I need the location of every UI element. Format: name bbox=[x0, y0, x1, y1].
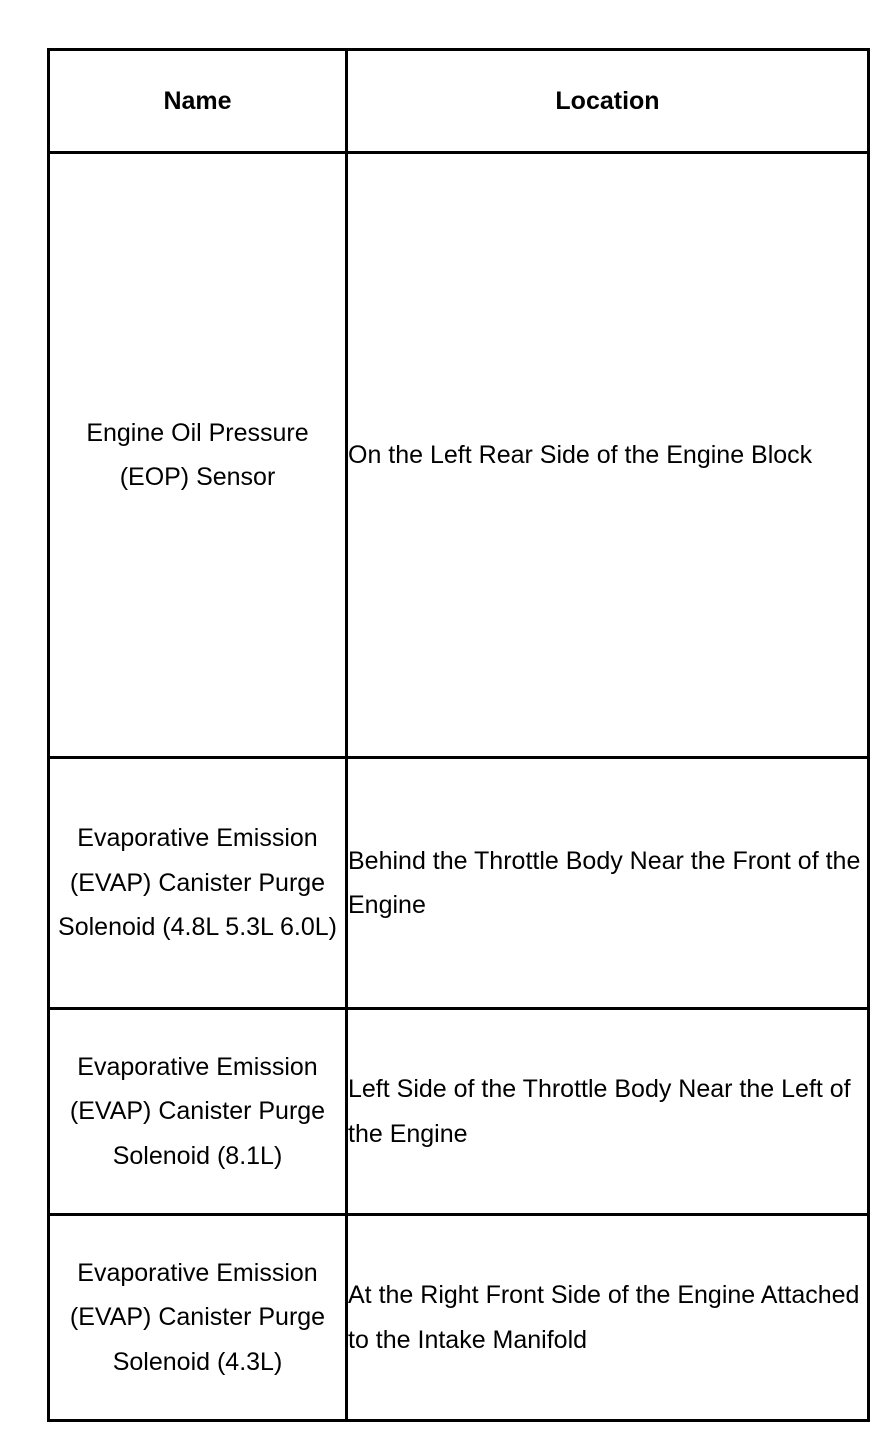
component-location-cell: Behind the Throttle Body Near the Front of the Engine bbox=[347, 758, 869, 1009]
component-name-cell: Evaporative Emission (EVAP) Canister Purge Solenoid (4.3L) bbox=[49, 1215, 347, 1421]
component-location-table bbox=[47, 48, 870, 1422]
table-row bbox=[49, 153, 869, 758]
component-name-cell: Evaporative Emission (EVAP) Canister Purge Solenoid (4.8L 5.3L 6.0L) bbox=[49, 758, 347, 1009]
table-row bbox=[49, 1009, 869, 1215]
column-header-name: Name bbox=[49, 50, 347, 153]
component-location-cell: On the Left Rear Side of the Engine Block bbox=[347, 153, 869, 758]
table-header-row bbox=[49, 50, 869, 153]
table-row bbox=[49, 1215, 869, 1421]
component-name-cell: Evaporative Emission (EVAP) Canister Purge Solenoid (8.1L) bbox=[49, 1009, 347, 1215]
component-location-cell: Left Side of the Throttle Body Near the Left of the Engine bbox=[347, 1009, 869, 1215]
column-header-location: Location bbox=[347, 50, 869, 153]
component-name-cell: Engine Oil Pressure (EOP) Sensor bbox=[49, 153, 347, 758]
table-row bbox=[49, 758, 869, 1009]
component-location-cell: At the Right Front Side of the Engine Attached to the Intake Manifold bbox=[347, 1215, 869, 1421]
